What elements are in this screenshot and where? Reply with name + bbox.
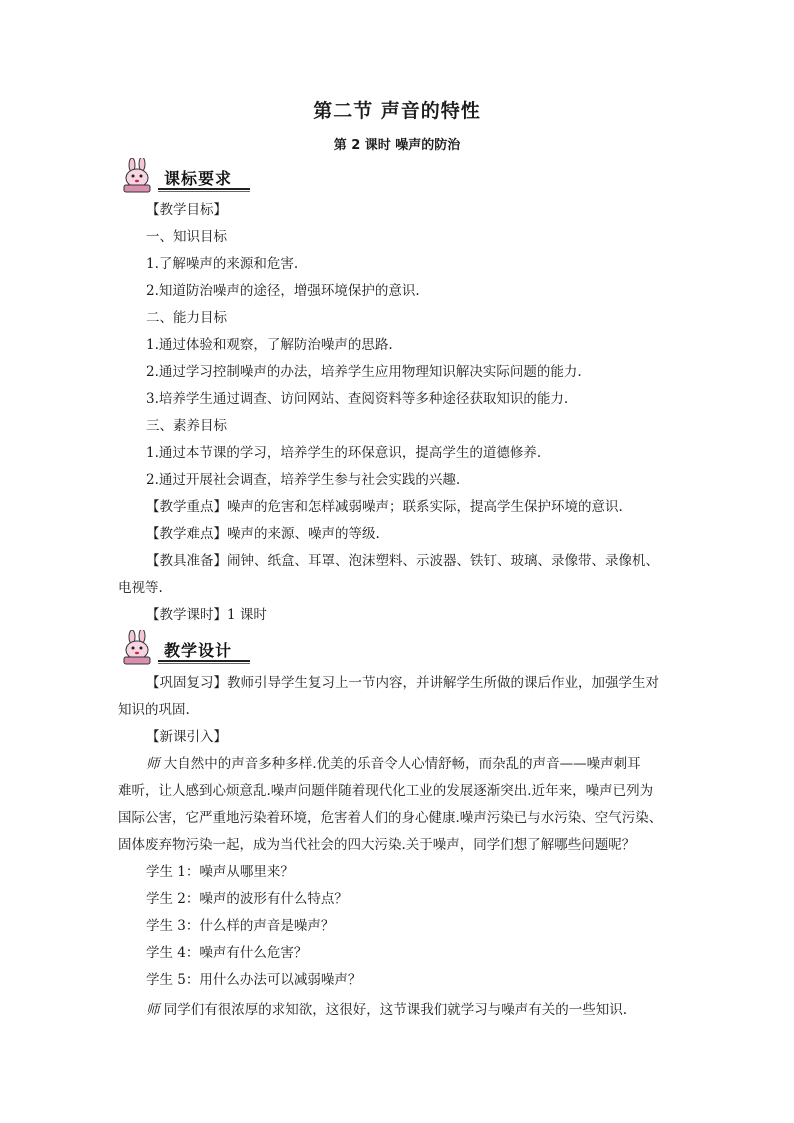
key-points (146, 498, 706, 516)
teacher-closing-text: 同学们有很浓厚的求知欲，这很好，这节课我们就学习与噪声有关的一些知识. (163, 1002, 628, 1018)
ability-item-2: 2.通过学习控制噪声的办法，培养学生应用物理知识解决实际问题的能力. (146, 364, 582, 380)
rabbit-mascot-icon (118, 158, 160, 194)
difficulty (146, 525, 706, 543)
student-question-2: 学生 2：噪声的波形有什么特点？ (146, 891, 348, 907)
literacy-heading: 三、素养目标 (146, 418, 227, 434)
section-underline (158, 663, 250, 664)
section-underline (158, 188, 250, 190)
equipment-label: 【教具准备】 (146, 553, 227, 569)
difficulty-label: 【教学难点】 (146, 526, 227, 542)
section-label: 课标要求 (164, 169, 233, 188)
equipment (146, 552, 706, 570)
section-underline (158, 191, 250, 192)
periods-text: 1 课时 (227, 607, 267, 623)
intro-heading: 【新课引入】 (146, 729, 227, 745)
ability-item-3: 3.培养学生通过调查、访问网站、查阅资料等多种途径获取知识的能力. (146, 391, 569, 407)
key-points-label: 【教学重点】 (146, 499, 227, 515)
ability-item-1: 1.通过体验和观察，了解防治噪声的思路. (146, 337, 393, 353)
knowledge-item-2: 2.知道防治噪声的途径，增强环境保护的意识. (146, 283, 420, 299)
review-label: 【巩固复习】 (146, 675, 227, 691)
section-header-design (118, 630, 248, 666)
difficulty-text: 噪声的来源、噪声的等级. (227, 526, 380, 542)
section-header-requirements (118, 158, 248, 194)
intro-paragraph-line-4: 固体废弃物污染一起，成为当代社会的四大污染.关于噪声，同学们想了解哪些问题呢？ (118, 837, 636, 853)
knowledge-item-1: 1.了解噪声的来源和危害. (146, 256, 299, 272)
intro-text-line-1: 大自然中的声音多种多样.优美的乐音令人心情舒畅，而杂乱的声音——噪声刺耳 (163, 756, 641, 772)
teaching-goals-heading: 【教学目标】 (146, 202, 227, 218)
section-underline (158, 660, 250, 662)
page-subtitle: 第 2 课时 噪声的防治 (333, 138, 461, 153)
literacy-item-2: 2.通过开展社会调查，培养学生参与社会实践的兴趣. (146, 472, 461, 488)
teacher-label: 师 (146, 756, 160, 772)
intro-paragraph-line-2: 难听，让人感到心烦意乱.噪声问题伴随着现代化工业的发展逐渐突出.近年来，噪声已列为 (118, 783, 654, 799)
intro-paragraph-line-3: 国际公害，它严重地污染着环境，危害着人们的身心健康.噪声污染已与水污染、空气污染、 (118, 810, 663, 826)
student-question-3: 学生 3：什么样的声音是噪声？ (146, 918, 335, 934)
periods-label: 【教学课时】 (146, 607, 227, 623)
literacy-item-1: 1.通过本节课的学习，培养学生的环保意识，提高学生的道德修养. (146, 445, 542, 461)
equipment-text: 闹钟、纸盒、耳罩、泡沫塑料、示波器、铁钉、玻璃、录像带、录像机、 (227, 553, 659, 569)
teacher-closing (146, 1001, 706, 1019)
page-title: 第二节 声音的特性 (313, 100, 481, 122)
teacher-label: 师 (146, 1002, 160, 1018)
section-label: 教学设计 (164, 641, 233, 660)
student-question-1: 学生 1：噪声从哪里来？ (146, 864, 294, 880)
knowledge-heading: 一、知识目标 (146, 229, 227, 245)
ability-heading: 二、能力目标 (146, 310, 227, 326)
periods (146, 606, 706, 624)
student-question-4: 学生 4：噪声有什么危害？ (146, 945, 308, 961)
review-text: 教师引导学生复习上一节内容，并讲解学生所做的课后作业，加强学生对 (227, 675, 659, 691)
review-continued: 知识的巩固. (118, 702, 190, 718)
rabbit-mascot-icon (118, 630, 160, 666)
review (146, 674, 706, 692)
intro-paragraph-line-1 (146, 755, 706, 773)
key-points-text: 噪声的危害和怎样减弱噪声；联系实际，提高学生保护环境的意识. (227, 499, 623, 515)
student-question-5: 学生 5：用什么办法可以减弱噪声？ (146, 972, 362, 988)
equipment-continued: 电视等. (118, 580, 163, 596)
